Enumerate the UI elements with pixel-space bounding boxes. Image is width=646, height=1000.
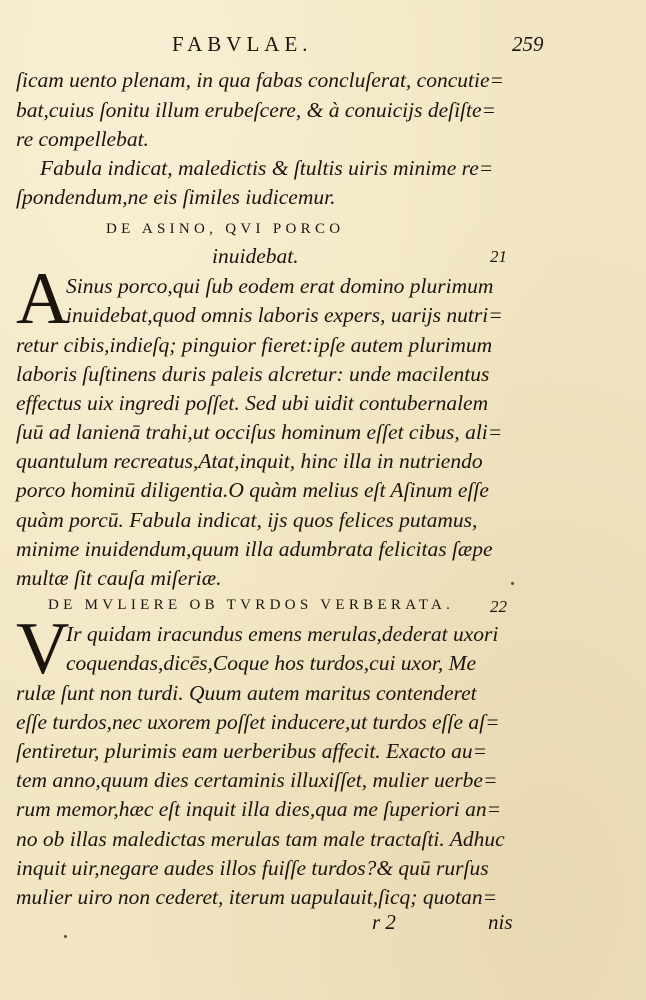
fable-number: 21	[490, 247, 507, 266]
catchword: nis	[488, 910, 513, 934]
fable-title-caps: DE MVLIERE OB TVRDOS VERBERATA.	[48, 597, 455, 613]
text-line: retur cibis,indieſq; pinguior fieret:ipſe autem plurimum	[16, 333, 493, 357]
text-line: ſentiretur, plurimis eam uerberibus affecit. Exacto au=	[16, 739, 488, 763]
text-line: Sinus porco,qui ſub eodem erat domino plurimum	[66, 274, 494, 298]
text-line: porco hominū diligentia.O quàm melius eſt Aſinum eſſe	[16, 478, 489, 502]
text-line: no ob illas maledictas merulas tam male tractaſti. Adhuc	[16, 827, 505, 851]
text-line: minime inuidendum,quum illa adumbrata felicitas ſæpe	[16, 537, 493, 561]
drop-cap: V	[16, 608, 70, 690]
text-line: quàm porcū. Fabula indicat, ijs quos felices putamus,	[16, 508, 478, 532]
text-line: Ir quidam iracundus emens merulas,dederat uxori	[66, 622, 499, 646]
fable-title-italic: inuidebat.	[212, 244, 299, 268]
text-line: eſſe turdos,nec uxorem poſſet inducere,ut turdos eſſe aſ=	[16, 710, 500, 734]
text-line: rulæ ſunt non turdi. Quum autem maritus contenderet	[16, 681, 477, 705]
text-line: mulier uiro non cederet, iterum uapulauit,ſicq; quotan=	[16, 885, 498, 909]
fable-number: 22	[490, 597, 507, 616]
moral-line: ſpondendum,ne eis ſimiles iudicemur.	[16, 185, 336, 209]
text-line: quantulum recreatus,Atat,inquit, hinc illa in nutriendo	[16, 449, 483, 473]
text-line: inuidebat,quod omnis laboris expers, uarijs nutri=	[66, 303, 503, 327]
text-line: ſuū ad lanienā trahi,ut occiſus hominum eſſet cibus, ali=	[16, 420, 503, 444]
text-line: rum memor,hæc eſt inquit illa dies,qua me ſuperiori an=	[16, 797, 502, 821]
text-line: inquit uir,negare audes illos fuiſſe turdos?& quū rurſus	[16, 856, 489, 880]
signature-mark: r 2	[372, 910, 396, 934]
text-line: multæ ſit cauſa miſeriæ.	[16, 566, 222, 590]
text-line: laboris ſuſtinens duris paleis alcretur: unde macilentus	[16, 362, 490, 386]
paper-speck	[511, 582, 514, 585]
paper-speck	[64, 935, 67, 938]
text-line: tem anno,quum dies certaminis illuxiſſet, mulier uerbe=	[16, 768, 498, 792]
text-line: coquendas,dicēs,Coque hos turdos,cui uxor, Me	[66, 651, 477, 675]
text-line: effectus uix ingredi poſſet. Sed ubi uidit contubernalem	[16, 391, 489, 415]
drop-cap: A	[16, 258, 70, 340]
moral-line: Fabula indicat, maledictis & ſtultis uiris minime re=	[40, 156, 494, 180]
text-line: re compellebat.	[16, 127, 149, 151]
fable-title-caps: DE ASINO, QVI PORCO	[106, 221, 345, 237]
text-line: bat,cuius ſonitu illum erubeſcere, & à conuicijs deſiſte=	[16, 98, 497, 122]
text-line: ſicam uento plenam, in qua fabas concluſerat, concutie=	[16, 68, 505, 92]
page-number: 259	[512, 32, 544, 56]
running-title: FABVLAE.	[172, 32, 313, 56]
